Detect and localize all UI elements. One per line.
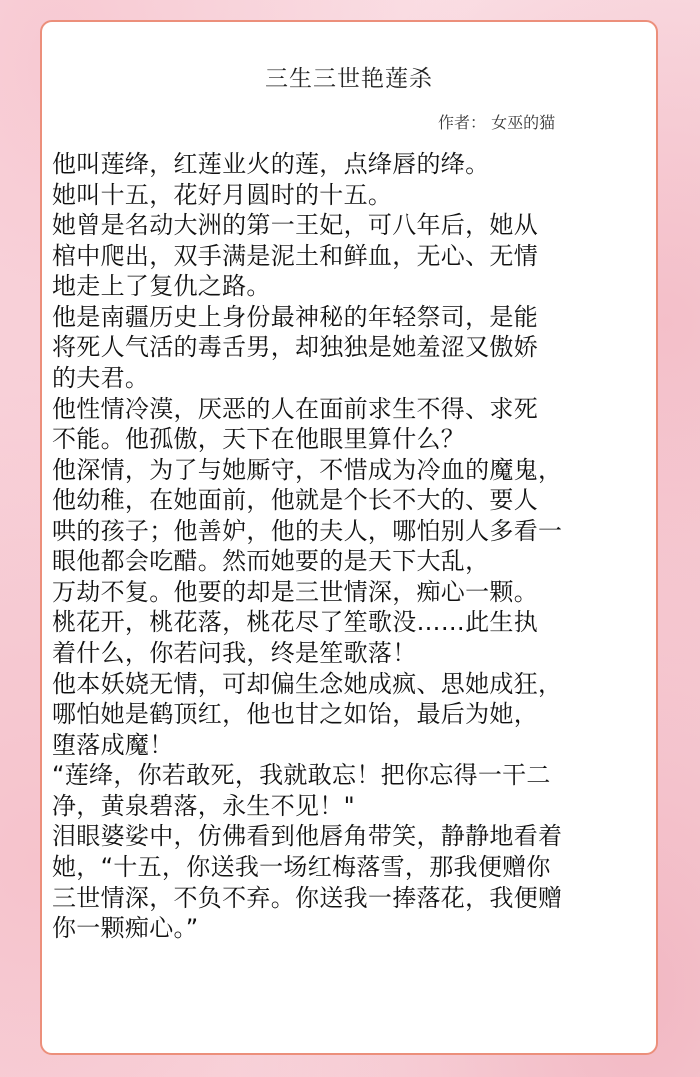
text-line: 哪怕她是鹤顶红，他也甘之如饴，最后为她， bbox=[52, 700, 538, 729]
text-line: 她，“十五，你送我一场红梅落雪，那我便赠你 bbox=[52, 852, 551, 881]
text-line: 他深情，为了与她厮守，不惜成为冷血的魔鬼， bbox=[52, 455, 563, 484]
text-line: 堕落成魔！ bbox=[52, 730, 174, 759]
article-author: 作者： 女巫的猫 bbox=[438, 113, 556, 132]
text-line: 棺中爬出，双手满是泥土和鲜血，无心、无情 bbox=[52, 241, 538, 270]
text-line: 她曾是名动大洲的第一王妃，可八年后，她从 bbox=[52, 211, 538, 240]
text-line: 地走上了复仇之路。 bbox=[52, 272, 271, 301]
text-line: 她叫十五，花好月圆时的十五。 bbox=[52, 180, 393, 209]
text-line: 他幼稚，在她面前，他就是个长不大的、要人 bbox=[52, 486, 538, 515]
text-line: 你一颗痴心。” bbox=[52, 914, 199, 943]
text-line: 眼他都会吃醋。然而她要的是天下大乱， bbox=[52, 547, 490, 576]
text-line: 将死人气活的毒舌男，却独独是她羞涩又傲娇 bbox=[52, 333, 538, 362]
text-line: 泪眼婆娑中，仿佛看到他唇角带笑，静静地看着 bbox=[52, 822, 563, 851]
text-line: 不能。他孤傲，天下在他眼里算什么？ bbox=[52, 425, 466, 454]
text-line: 着什么，你若问我，终是笙歌落！ bbox=[52, 639, 417, 667]
text-line: 净，黄泉碧落，永生不见！" bbox=[52, 791, 355, 820]
article-body bbox=[52, 149, 657, 944]
text-line: 他叫莲绛，红莲业火的莲，点绛唇的绛。 bbox=[52, 150, 490, 178]
text-line: 他本妖娆无情，可却偏生念她成疯、思她成狂， bbox=[52, 669, 563, 698]
text-line: 桃花开，桃花落，桃花尽了笙歌没……此生执 bbox=[52, 608, 538, 637]
text-line: 三世情深，不负不弃。你送我一捧落花，我便赠 bbox=[52, 883, 563, 912]
text-line: 万劫不复。他要的却是三世情深，痴心一颗。 bbox=[52, 577, 538, 606]
text-line: 哄的孩子；他善妒，他的夫人，哪怕别人多看一 bbox=[52, 516, 563, 545]
article-card bbox=[40, 20, 658, 1055]
text-line: 他是南疆历史上身份最神秘的年轻祭司，是能 bbox=[52, 302, 538, 331]
text-line: “莲绛，你若敢死，我就敢忘！把你忘得一干二 bbox=[52, 761, 551, 790]
article-title: 三生三世艳莲杀 bbox=[265, 66, 433, 92]
text-line: 他性情冷漠，厌恶的人在面前求生不得、求死 bbox=[52, 394, 538, 423]
text-line: 的夫君。 bbox=[52, 363, 150, 392]
